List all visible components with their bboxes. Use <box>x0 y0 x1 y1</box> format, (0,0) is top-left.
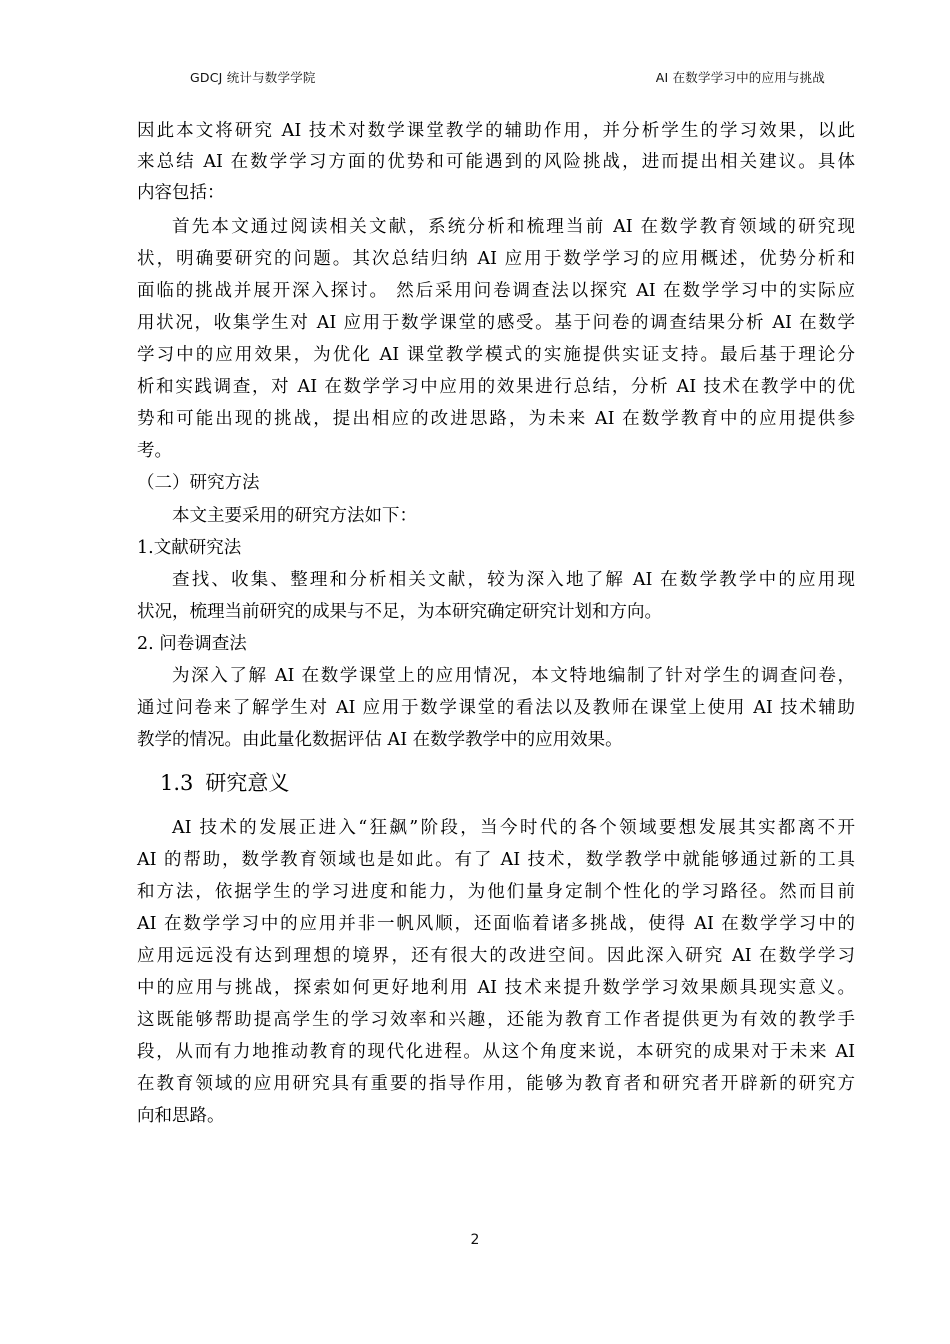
body-line: AI 的帮助，数学教育领域也是如此。有了 AI 技术，数学教学中就能够通过新的工具 <box>137 850 855 870</box>
body-line: 首先本文通过阅读相关文献，系统分析和梳理当前 AI 在数学教育领域的研究现 <box>172 217 855 237</box>
page-number: 2 <box>470 1232 480 1248</box>
body-line: 因此本文将研究 AI 技术对数学课堂教学的辅助作用，并分析学生的学习效果，以此 <box>137 121 855 141</box>
body-line: 为深入了解 AI 在数学课堂上的应用情况，本文特地编制了针对学生的调查问卷， <box>172 666 855 686</box>
body-line: 中的应用与挑战，探索如何更好地利用 AI 技术来提升数学学习效果颇具现实意义。 <box>137 978 855 998</box>
body-line: 学习中的应用效果，为优化 AI 课堂教学模式的实施提供实证支持。最后基于理论分 <box>137 345 855 365</box>
body-line: 势和可能出现的挑战，提出相应的改进思路，为未来 AI 在数学教育中的应用提供参 <box>137 409 855 429</box>
body-line: 查找、收集、整理和分析相关文献，较为深入地了解 AI 在数学教学中的应用现 <box>172 570 855 590</box>
body-line: 考。 <box>137 441 172 461</box>
body-line: 来总结 AI 在数学学习方面的优势和可能遇到的风险挑战，进而提出相关建议。具体 <box>137 152 855 172</box>
method-2-title: 2. 问卷调查法 <box>137 634 247 654</box>
body-line: 状况，梳理当前研究的成果与不足，为本研究确定研究计划和方向。 <box>137 602 662 622</box>
header-institution: GDCJ 统计与数学学院 <box>190 70 316 85</box>
body-line: 通过问卷来了解学生对 AI 应用于数学课堂的看法以及教师在课堂上使用 AI 技术辅助 <box>137 698 855 718</box>
body-line: 段，从而有力地推动教育的现代化进程。从这个角度来说，本研究的成果对于未来 AI <box>137 1042 855 1062</box>
section-number: 1.3 <box>160 771 194 795</box>
body-line: 在教育领域的应用研究具有重要的指导作用，能够为教育者和研究者开辟新的研究方 <box>137 1074 855 1094</box>
body-line: AI 技术的发展正进入“狂飙”阶段，当今时代的各个领域要想发展其实都离不开 <box>172 818 855 838</box>
body-line: 和方法，依据学生的学习进度和能力，为他们量身定制个性化的学习路径。然而目前 <box>137 882 855 902</box>
header-paper-title: AI 在数学学习中的应用与挑战 <box>655 70 825 85</box>
body-line: 这既能够帮助提高学生的学习效率和兴趣，还能为教育工作者提供更为有效的教学手 <box>137 1010 855 1030</box>
section-heading-text: 研究意义 <box>205 771 290 795</box>
body-line: 状，明确要研究的问题。其次总结归纳 AI 应用于数学学习的应用概述，优势分析和 <box>137 249 855 269</box>
method-1-title: 1.文献研究法 <box>137 538 242 558</box>
body-line: AI 在数学学习中的应用并非一帆风顺，还面临着诸多挑战，使得 AI 在数学学习中的 <box>137 914 855 934</box>
body-line: 向和思路。 <box>137 1106 225 1126</box>
body-line: 本文主要采用的研究方法如下： <box>172 506 417 526</box>
body-line: 面临的挑战并展开深入探讨。 然后采用问卷调查法以探究 AI 在数学学习中的实际应 <box>137 281 855 301</box>
section-title <box>160 770 289 796</box>
body-line: 应用远远没有达到理想的境界，还有很大的改进空间。因此深入研究 AI 在数学学习 <box>137 946 855 966</box>
body-line: 内容包括： <box>137 183 225 203</box>
body-line: 析和实践调查，对 AI 在数学学习中应用的效果进行总结，分析 AI 技术在教学中的优 <box>137 377 855 397</box>
subheading-methods: （二）研究方法 <box>137 473 260 493</box>
body-line: 教学的情况。由此量化数据评估 AI 在数学教学中的应用效果。 <box>137 730 623 750</box>
body-line: 用状况，收集学生对 AI 应用于数学课堂的感受。基于问卷的调查结果分析 AI 在数学 <box>137 313 855 333</box>
